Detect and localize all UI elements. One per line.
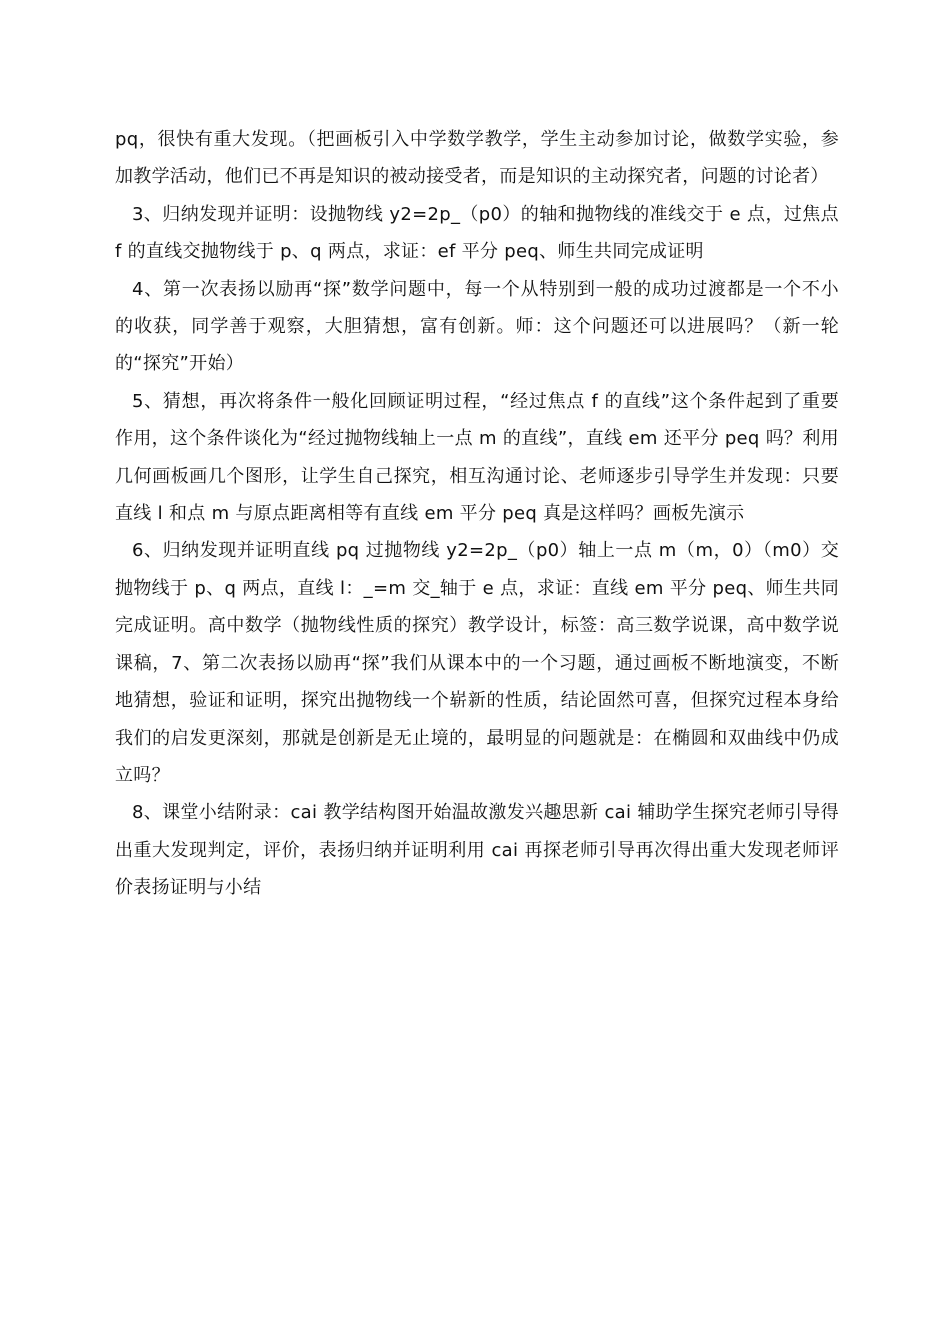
paragraph-step-8: 8、课堂小结附录：cai 教学结构图开始温故激发兴趣思新 cai 辅助学生探究老师引导得出重大发现判定，评价，表扬归纳并证明利用 cai 再探老师引导再次得出重大发现老师评价表扬证明与小结 bbox=[115, 802, 839, 899]
paragraph-step-3: 3、归纳发现并证明：设抛物线 y2=2p_（p0）的轴和抛物线的准线交于 e 点，过焦点 f 的直线交抛物线于 p、q 两点，求证：ef 平分 peq、师生共同完成证明 bbox=[115, 203, 839, 263]
paragraph-step-5: 5、猜想，再次将条件一般化回顾证明过程，“经过焦点 f 的直线”这个条件起到了重要作用，这个条件谈化为“经过抛物线轴上一点 m 的直线”，直线 em 还平分 peq 吗？利用几何画板画几个图形，让学生自己探究，相互沟通讨论、老师逐步引导学生并发现：只要直线 l 和点 m 与原点距离相等有直线 em 平分 peq 真是这样吗？画板先演示 bbox=[115, 390, 839, 525]
document-body bbox=[115, 121, 839, 907]
paragraph-step-4: 4、第一次表扬以励再“探”数学问题中，每一个从特别到一般的成功过渡都是一个不小的收获，同学善于观察，大胆猜想，富有创新。师：这个问题还可以进展吗？（新一轮的“探究”开始） bbox=[115, 278, 839, 375]
paragraph-step-6: 6、归纳发现并证明直线 pq 过抛物线 y2=2p_（p0）轴上一点 m（m，0）（m0）交抛物线于 p、q 两点，直线 l：_=m 交_轴于 e 点，求证：直线 em 平分 peq、师生共同完成证明。高中数学（抛物线性质的探究）教学设计，标签：高三数学说课，高中数学说课稿，7、第二次表扬以励再“探”我们从课本中的一个习题，通过画板不断地演变，不断地猜想，验证和证明，探究出抛物线一个崭新的性质，结论固然可喜，但探究过程本身给我们的启发更深刻，那就是创新是无止境的，最明显的问题就是：在椭圆和双曲线中仍成立吗？ bbox=[115, 540, 839, 786]
paragraph-continuation: pq，很快有重大发现。（把画板引入中学数学教学，学生主动参加讨论，做数学实验，参加教学活动，他们已不再是知识的被动接受者，而是知识的主动探究者，问题的讨论者） bbox=[115, 129, 839, 188]
